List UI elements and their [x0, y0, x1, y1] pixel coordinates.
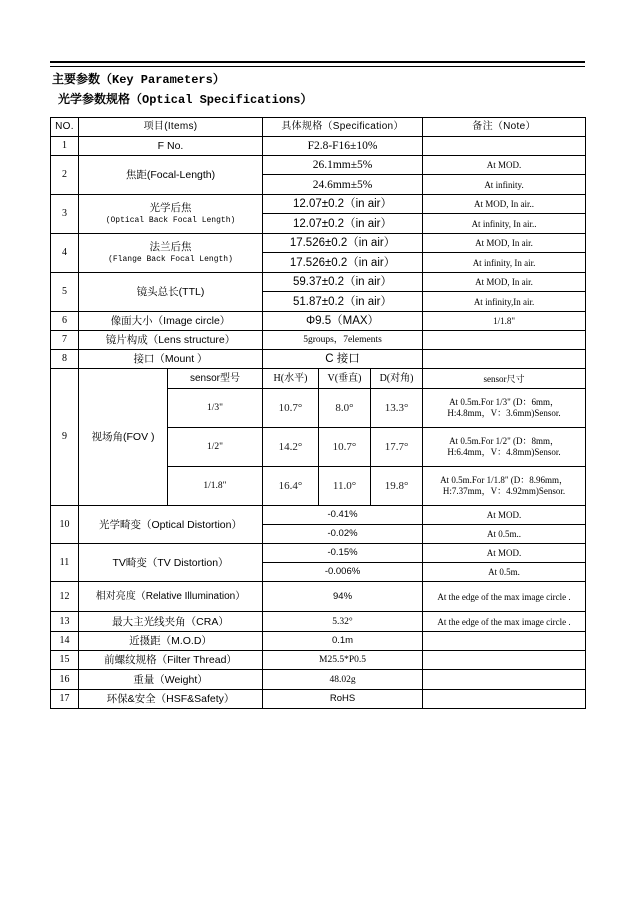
- row-item: 近摄距（M.O.D）: [79, 632, 263, 651]
- fov-note-line: At 0.5m.For 1/2" (D：8mm，: [449, 436, 559, 446]
- row-spec: -0.02%: [263, 525, 423, 544]
- fov-d-angle: 19.8°: [371, 467, 423, 506]
- row-item-cn: 法兰后焦: [149, 241, 192, 253]
- fov-d-angle: 17.7°: [371, 428, 423, 467]
- fov-note-line: H:6.4mm，V：4.8mm)Sensor.: [447, 447, 561, 457]
- row-note: [423, 651, 586, 670]
- row-spec: 17.526±0.2（in air）: [263, 253, 423, 273]
- row-note: At MOD, In air.: [423, 234, 586, 253]
- table-row: [51, 651, 586, 670]
- spec-table: [50, 117, 586, 709]
- table-row: [51, 273, 586, 292]
- fov-note-line: H:4.8mm，V：3.6mm)Sensor.: [447, 408, 561, 418]
- row-spec: -0.006%: [263, 563, 423, 582]
- row-item: 镜头总长(TTL): [79, 273, 263, 312]
- row-note: [423, 137, 586, 156]
- fov-h-angle: 14.2°: [263, 428, 319, 467]
- row-number: 10: [51, 506, 79, 544]
- header-spec: 具体规格（Specification）: [263, 118, 423, 137]
- row-item-en: (Flange Back Focal Length): [108, 255, 233, 264]
- table-header-row: [51, 118, 586, 137]
- row-spec: F2.8-F16±10%: [263, 137, 423, 156]
- row-note: At 0.5m..: [423, 525, 586, 544]
- row-note: At MOD, In air.: [423, 273, 586, 292]
- row-number: 11: [51, 544, 79, 582]
- row-item: 相对亮度（Relative Illumination）: [79, 582, 263, 612]
- row-item-en: (Optical Back Focal Length): [105, 216, 236, 225]
- row-note: At infinity.: [423, 175, 586, 195]
- fov-note: [423, 467, 586, 506]
- row-spec: 12.07±0.2（in air）: [263, 195, 423, 214]
- row-item: 接口（Mount ）: [79, 350, 263, 369]
- row-spec: Φ9.5（MAX）: [263, 312, 423, 331]
- row-spec: 0.1m: [263, 632, 423, 651]
- fov-note: [423, 428, 586, 467]
- row-item: [79, 234, 263, 273]
- fov-header-h: H(水平): [263, 369, 319, 389]
- row-spec: 17.526±0.2（in air）: [263, 234, 423, 253]
- fov-note-line: At 0.5m.For 1/3" (D：6mm，: [449, 397, 559, 407]
- fov-header-d: D(对角): [371, 369, 423, 389]
- fov-v-angle: 8.0°: [319, 389, 371, 428]
- row-note: 1/1.8": [423, 312, 586, 331]
- header-note: 备注（Note）: [423, 118, 586, 137]
- row-spec: C 接口: [263, 350, 423, 369]
- row-spec: 26.1mm±5%: [263, 156, 423, 175]
- row-number: 13: [51, 612, 79, 632]
- fov-h-angle: 16.4°: [263, 467, 319, 506]
- row-note: At the edge of the max image circle .: [423, 582, 586, 612]
- row-note: At MOD, In air..: [423, 195, 586, 214]
- row-item: 像面大小（Image circle）: [79, 312, 263, 331]
- row-note: [423, 690, 586, 709]
- row-note: At MOD.: [423, 506, 586, 525]
- row-spec: 51.87±0.2（in air）: [263, 292, 423, 312]
- row-note: At the edge of the max image circle .: [423, 612, 586, 632]
- row-note: [423, 350, 586, 369]
- row-note: At infinity,In air.: [423, 292, 586, 312]
- table-row: [51, 632, 586, 651]
- row-number: 7: [51, 331, 79, 350]
- fov-h-angle: 10.7°: [263, 389, 319, 428]
- row-item: 重量（Weight）: [79, 670, 263, 690]
- fov-v-angle: 10.7°: [319, 428, 371, 467]
- row-number: 2: [51, 156, 79, 195]
- fov-header-note: sensor尺寸: [423, 369, 586, 389]
- row-spec: -0.41%: [263, 506, 423, 525]
- row-item: [79, 195, 263, 234]
- fov-sensor-size: 1/1.8": [168, 467, 263, 506]
- row-number: 17: [51, 690, 79, 709]
- table-row: [51, 156, 586, 175]
- row-number: 12: [51, 582, 79, 612]
- row-item: 镜片构成（Lens structure）: [79, 331, 263, 350]
- header-no: NO.: [51, 118, 79, 137]
- row-item: 环保&安全（HSF&Safety）: [79, 690, 263, 709]
- fov-sensor-size: 1/2": [168, 428, 263, 467]
- table-row: [51, 506, 586, 525]
- row-spec: RoHS: [263, 690, 423, 709]
- fov-d-angle: 13.3°: [371, 389, 423, 428]
- table-row: [51, 195, 586, 214]
- row-number: 8: [51, 350, 79, 369]
- table-row: [51, 137, 586, 156]
- header-rule-thin: [50, 66, 585, 67]
- row-number: 14: [51, 632, 79, 651]
- table-row: [51, 612, 586, 632]
- row-number: 1: [51, 137, 79, 156]
- fov-v-angle: 11.0°: [319, 467, 371, 506]
- row-spec: 48.02g: [263, 670, 423, 690]
- row-note: [423, 632, 586, 651]
- table-row: [51, 234, 586, 253]
- table-row: [51, 350, 586, 369]
- table-row: [51, 544, 586, 563]
- fov-note-line: At 0.5m.For 1/1.8" (D：8.96mm，: [440, 475, 568, 485]
- table-row: [51, 331, 586, 350]
- row-note: At infinity, In air.: [423, 253, 586, 273]
- table-row: [51, 369, 586, 389]
- row-number: 5: [51, 273, 79, 312]
- row-spec: 5.32°: [263, 612, 423, 632]
- row-number: 9: [51, 369, 79, 506]
- row-item: 前螺纹规格（Filter Thread）: [79, 651, 263, 670]
- table-row: [51, 582, 586, 612]
- row-number: 4: [51, 234, 79, 273]
- table-row: [51, 690, 586, 709]
- fov-note: [423, 389, 586, 428]
- row-item-cn: 光学后焦: [149, 202, 192, 214]
- row-number: 6: [51, 312, 79, 331]
- row-note: At infinity, In air..: [423, 214, 586, 234]
- row-number: 15: [51, 651, 79, 670]
- row-note: At MOD.: [423, 156, 586, 175]
- row-spec: 94%: [263, 582, 423, 612]
- row-note: [423, 331, 586, 350]
- row-spec: 59.37±0.2（in air）: [263, 273, 423, 292]
- row-note: At MOD.: [423, 544, 586, 563]
- row-number: 3: [51, 195, 79, 234]
- row-spec: 24.6mm±5%: [263, 175, 423, 195]
- row-note: [423, 670, 586, 690]
- section-title: 光学参数规格（Optical Specifications）: [58, 93, 313, 107]
- row-spec: -0.15%: [263, 544, 423, 563]
- header-items: 项目(Items): [79, 118, 263, 137]
- row-spec: M25.5*P0.5: [263, 651, 423, 670]
- fov-header-sensor: sensor型号: [168, 369, 263, 389]
- header-rule-thick: [50, 61, 585, 63]
- fov-header-v: V(垂直): [319, 369, 371, 389]
- row-item: 视场角(FOV ): [79, 369, 168, 506]
- table-row: [51, 312, 586, 331]
- row-note: At 0.5m.: [423, 563, 586, 582]
- row-item: F No.: [79, 137, 263, 156]
- row-item: 光学畸变（Optical Distortion）: [79, 506, 263, 544]
- fov-note-line: H:7.37mm，V：4.92mm)Sensor.: [442, 486, 566, 496]
- row-spec: 5groups，7elements: [263, 331, 423, 350]
- fov-sensor-size: 1/3": [168, 389, 263, 428]
- page-title: 主要参数（Key Parameters）: [52, 73, 225, 87]
- row-spec: 12.07±0.2（in air）: [263, 214, 423, 234]
- row-number: 16: [51, 670, 79, 690]
- row-item: TV畸变（TV Distortion）: [79, 544, 263, 582]
- table-row: [51, 670, 586, 690]
- row-item: 最大主光线夹角（CRA）: [79, 612, 263, 632]
- row-item: 焦距(Focal-Length): [79, 156, 263, 195]
